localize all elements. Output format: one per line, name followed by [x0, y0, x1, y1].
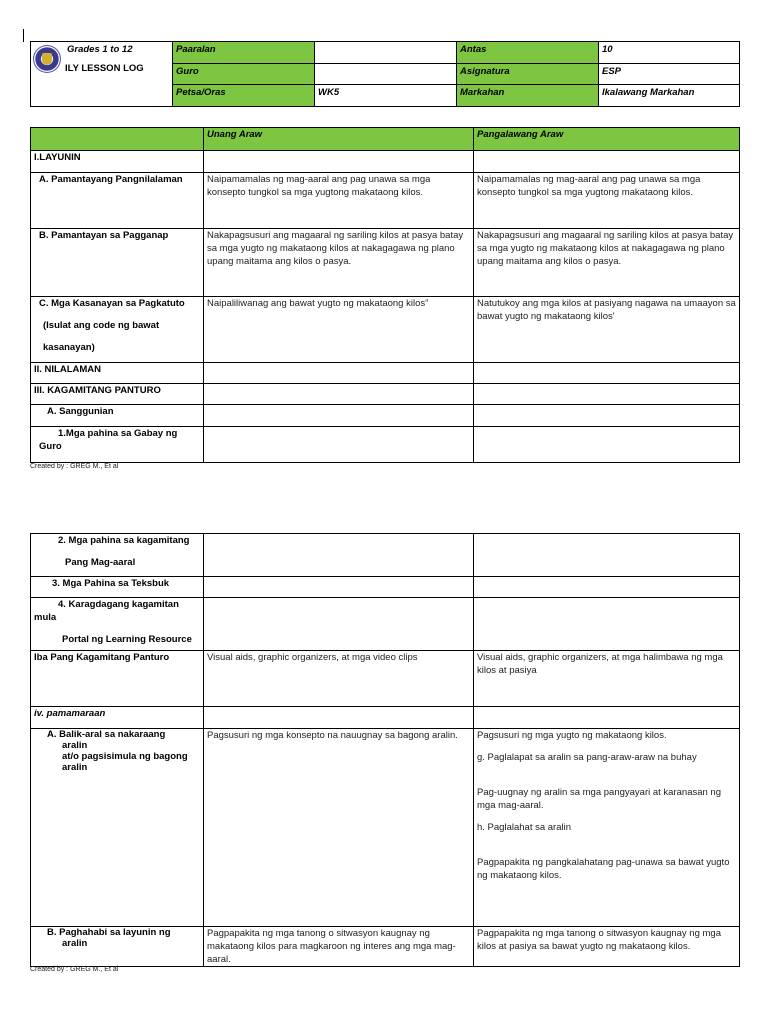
asignatura-value[interactable]: ESP [599, 63, 740, 85]
gabay-guro-day2[interactable] [474, 427, 740, 463]
logo-cell [31, 42, 173, 107]
text-cursor [23, 29, 24, 42]
kagamitang-magaaral-line2: Pang Mag-aaral [65, 557, 136, 568]
balik-aral-label-cell [31, 729, 204, 927]
teksbuk-label: 3. Mga Pahina sa Teksbuk [31, 577, 204, 598]
nilalaman-day2[interactable] [474, 363, 740, 384]
iba-pang-kagamitan-day1[interactable]: Visual aids, graphic organizers, at mga video clips [204, 651, 474, 707]
iba-pang-kagamitan-label: Iba Pang Kagamitang Panturo [31, 651, 204, 707]
markahan-value[interactable]: Ikalawang Markahan [599, 85, 740, 107]
footer-credit-2: Created by : GREG M., Et al [30, 966, 119, 973]
kasanayan-day2[interactable]: Natutukoy ang mga kilos at pasiyang nagawa na umaayon sa bawat yugto ng makataong kilos' [474, 297, 740, 363]
header-blank-cell [31, 128, 204, 151]
gabay-guro-label-cell [31, 427, 204, 463]
lesson-table-2 [30, 533, 740, 967]
nilalaman-day1[interactable] [204, 363, 474, 384]
pamantayan-pagganap-day1[interactable]: Nakapagsusuri ang magaaral ng sariling kilos at pasya batay sa mga yugto ng makataong kilos at nakagagawa ng plano upang maitama ang kilos o pasya. [204, 229, 474, 297]
kasanayan-label: C. Mga Kasanayan sa Pagkatuto [39, 298, 185, 309]
karagdagang-day1[interactable] [204, 598, 474, 651]
kagamitang-magaaral-day1[interactable] [204, 534, 474, 577]
nilalaman-label: II. NILALAMAN [31, 363, 204, 384]
deped-seal-icon [33, 45, 61, 73]
karagdagang-kagamitan-label-cell [31, 598, 204, 651]
balik-aral-line2: aralin [62, 740, 88, 751]
balik-aral-day1[interactable]: Pagsusuri ng mga konsepto na nauugnay sa bagong aralin. [204, 729, 474, 927]
gabay-guro-line1: 1.Mga pahina sa Gabay ng [58, 428, 178, 439]
kasanayan-sub2: kasanayan) [43, 342, 95, 353]
karagdagang-line3: Portal ng Learning Resource [62, 634, 192, 645]
pamantayan-pagganap-label: B. Pamantayan sa Pagganap [31, 229, 204, 297]
pamamaraan-label: iv. pamamaraan [31, 707, 204, 729]
antas-value[interactable]: 10 [599, 42, 740, 64]
antas-label: Antas [457, 42, 599, 64]
paaralan-value[interactable] [315, 42, 457, 64]
paghahabi-day1[interactable]: Pagpapakita ng mga tanong o sitwasyon kaugnay ng makataong kilos para magkaroon ng interes ang mga mag-aaral. [204, 927, 474, 967]
teksbuk-day2[interactable] [474, 577, 740, 598]
gabay-guro-line2: Guro [39, 441, 62, 452]
kagamitan-label: III. KAGAMITANG PANTURO [31, 384, 204, 405]
teksbuk-day1[interactable] [204, 577, 474, 598]
balik-aral-day2-p3: Pag-uugnay ng aralin sa mga pangyayari at karanasan ng mga mag-aaral. [477, 787, 721, 811]
balik-aral-day2-p1: Pagsusuri ng mga yugto ng makataong kilos. [477, 730, 667, 741]
petsa-value[interactable]: WK5 [315, 85, 457, 107]
day2-header: Pangalawang Araw [474, 128, 740, 151]
iba-pang-kagamitan-day2[interactable]: Visual aids, graphic organizers, at mga halimbawa ng mga kilos at pasiya [474, 651, 740, 707]
balik-aral-line1: A. Balik-aral sa nakaraang [47, 729, 166, 740]
pamantayang-pangnilalaman-label: A. Pamantayang Pangnilalaman [31, 173, 204, 229]
pamamaraan-day2[interactable] [474, 707, 740, 729]
lesson-table-1 [30, 127, 740, 463]
grades-text: Grades 1 to 12 [67, 44, 133, 55]
pamantayang-pangnilalaman-day2[interactable]: Naipamamalas ng mag-aaral ang pag unawa sa mga konsepto tungkol sa mga yugtong makataong kilos. [474, 173, 740, 229]
karagdagang-day2[interactable] [474, 598, 740, 651]
paaralan-label: Paaralan [173, 42, 315, 64]
pamamaraan-day1[interactable] [204, 707, 474, 729]
kasanayan-label-cell [31, 297, 204, 363]
pamantayan-pagganap-day2[interactable]: Nakapagsusuri ang magaaral ng sariling kilos at pasya batay sa mga yugto ng makataong kilos at nakagagawa ng plano upang maitama ang kilos o pasya. [474, 229, 740, 297]
header-table [30, 41, 740, 107]
karagdagang-line2: mula [34, 612, 57, 623]
sanggunian-day1[interactable] [204, 405, 474, 427]
kagamitang-magaaral-line1: 2. Mga pahina sa kagamitang [58, 535, 190, 546]
gabay-guro-day1[interactable] [204, 427, 474, 463]
kagamitan-day1[interactable] [204, 384, 474, 405]
balik-aral-day2-p2: g. Paglalapat sa aralin sa pang-araw-araw na buhay [477, 752, 697, 763]
guro-label: Guro [173, 63, 315, 85]
markahan-label: Markahan [457, 85, 599, 107]
kasanayan-sub1: (Isulat ang code ng bawat [43, 320, 160, 331]
paghahabi-line2: aralin [62, 938, 88, 949]
sanggunian-label: A. Sanggunian [31, 405, 204, 427]
balik-aral-day2-p5: Pagpapakita ng pangkalahatang pag-unawa sa bawat yugto ng makataong kilos. [477, 857, 730, 881]
asignatura-label: Asignatura [457, 63, 599, 85]
kagamitang-magaaral-day2[interactable] [474, 534, 740, 577]
pamantayang-pangnilalaman-day1[interactable]: Naipamamalas ng mag-aaral ang pag unawa sa mga konsepto tungkol sa mga yugtong makataong kilos. [204, 173, 474, 229]
paghahabi-line1: B. Paghahabi sa layunin ng [47, 927, 171, 938]
paghahabi-day2[interactable]: Pagpapakita ng mga tanong o sitwasyon kaugnay ng mga kilos at pasiya sa bawat yugto ng makataong kilos. [474, 927, 740, 967]
guro-value[interactable] [315, 63, 457, 85]
balik-aral-day2-cell[interactable] [474, 729, 740, 927]
kasanayan-day1[interactable]: Naipaliliwanag ang bawat yugto ng makataong kilos” [204, 297, 474, 363]
kagamitang-magaaral-label-cell [31, 534, 204, 577]
balik-aral-day2-p4: h. Paglalahat sa aralin [477, 822, 572, 833]
balik-aral-line3: at/o pagsisimula ng bagong [62, 751, 188, 762]
balik-aral-line4: aralin [62, 762, 88, 773]
lesson-log-title: ILY LESSON LOG [65, 63, 144, 74]
layunin-day2[interactable] [474, 151, 740, 173]
layunin-label: I.LAYUNIN [31, 151, 204, 173]
day1-header: Unang Araw [204, 128, 474, 151]
karagdagang-line1: 4. Karagdagang kagamitan [58, 599, 179, 610]
paghahabi-label-cell [31, 927, 204, 967]
footer-credit-1: Created by : GREG M., Et al [30, 463, 119, 470]
sanggunian-day2[interactable] [474, 405, 740, 427]
petsa-label: Petsa/Oras [173, 85, 315, 107]
kagamitan-day2[interactable] [474, 384, 740, 405]
layunin-day1[interactable] [204, 151, 474, 173]
